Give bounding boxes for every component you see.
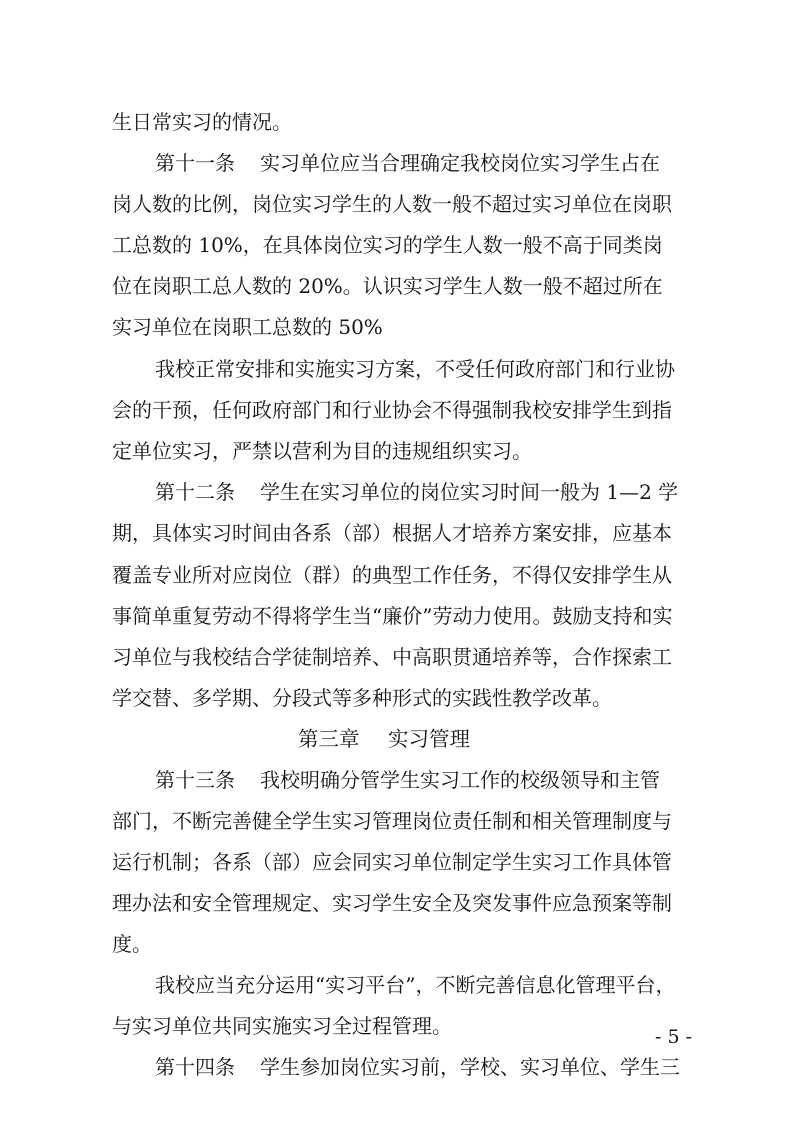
- line-text: 度。: [112, 932, 152, 956]
- line-text: 覆盖专业所对应岗位（群）的典型工作任务，不得仅安排学生从: [112, 563, 672, 587]
- line-text: 工总数的 10%，在具体岗位实习的学生人数一般不高于同类岗: [112, 233, 663, 257]
- article-number-12: 第十二条: [155, 480, 235, 504]
- line-text: 习单位与我校结合学徒制培养、中高职贯通培养等，合作探索工: [112, 645, 672, 669]
- line-text: 实习单位应当合理确定我校岗位实习学生占在: [260, 151, 660, 175]
- line-text: 位在岗职工总人数的 20%。认识实习学生人数一般不超过所在: [112, 274, 663, 298]
- article-number-11: 第十一条: [155, 151, 235, 175]
- line-text: 我校明确分管学生实习工作的校级领导和主管: [260, 768, 660, 792]
- line-text: 事简单重复劳动不得将学生当“廉价”劳动力使用。鼓励支持和实: [112, 604, 673, 628]
- line-text: 定单位实习，严禁以营利为目的违规组织实习。: [112, 439, 532, 463]
- line-text: 岗人数的比例，岗位实习学生的人数一般不超过实习单位在岗职: [112, 192, 672, 216]
- page-number: - 5 -: [655, 1026, 693, 1048]
- article-number-14: 第十四条: [155, 1055, 235, 1079]
- line-text: 我校应当充分运用“实习平台”，不断完善信息化管理平台，: [155, 973, 676, 997]
- line-text: 运行机制；各系（部）应会同实习单位制定学生实习工作具体管: [112, 850, 672, 874]
- chapter-number: 第三章: [298, 727, 360, 751]
- line-text: 学生在实习单位的岗位实习时间一般为 1—2 学: [260, 480, 679, 504]
- line-text: 与实习单位共同实施实习全过程管理。: [112, 1014, 452, 1038]
- line-text: 实习单位在岗职工总数的 50%: [112, 315, 383, 339]
- line-text: 部门，不断完善健全学生实习管理岗位责任制和相关管理制度与: [112, 809, 672, 833]
- line-text: 期，具体实习时间由各系（部）根据人才培养方案安排，应基本: [112, 521, 672, 545]
- line-text: 理办法和安全管理规定、实习学生安全及突发事件应急预案等制: [112, 891, 672, 915]
- chapter-title: 实习管理: [388, 727, 470, 751]
- line-text: 我校正常安排和实施实习方案，不受任何政府部门和行业协: [155, 357, 675, 381]
- line-text: 会的干预，任何政府部门和行业协会不得强制我校安排学生到指: [112, 398, 672, 422]
- article-number-13: 第十三条: [155, 768, 235, 792]
- line-text: 学交替、多学期、分段式等多种形式的实践性教学改革。: [112, 686, 612, 710]
- line-text: 学生参加岗位实习前，学校、实习单位、学生三: [260, 1055, 680, 1079]
- line-text: 生日常实习的情况。: [112, 110, 292, 134]
